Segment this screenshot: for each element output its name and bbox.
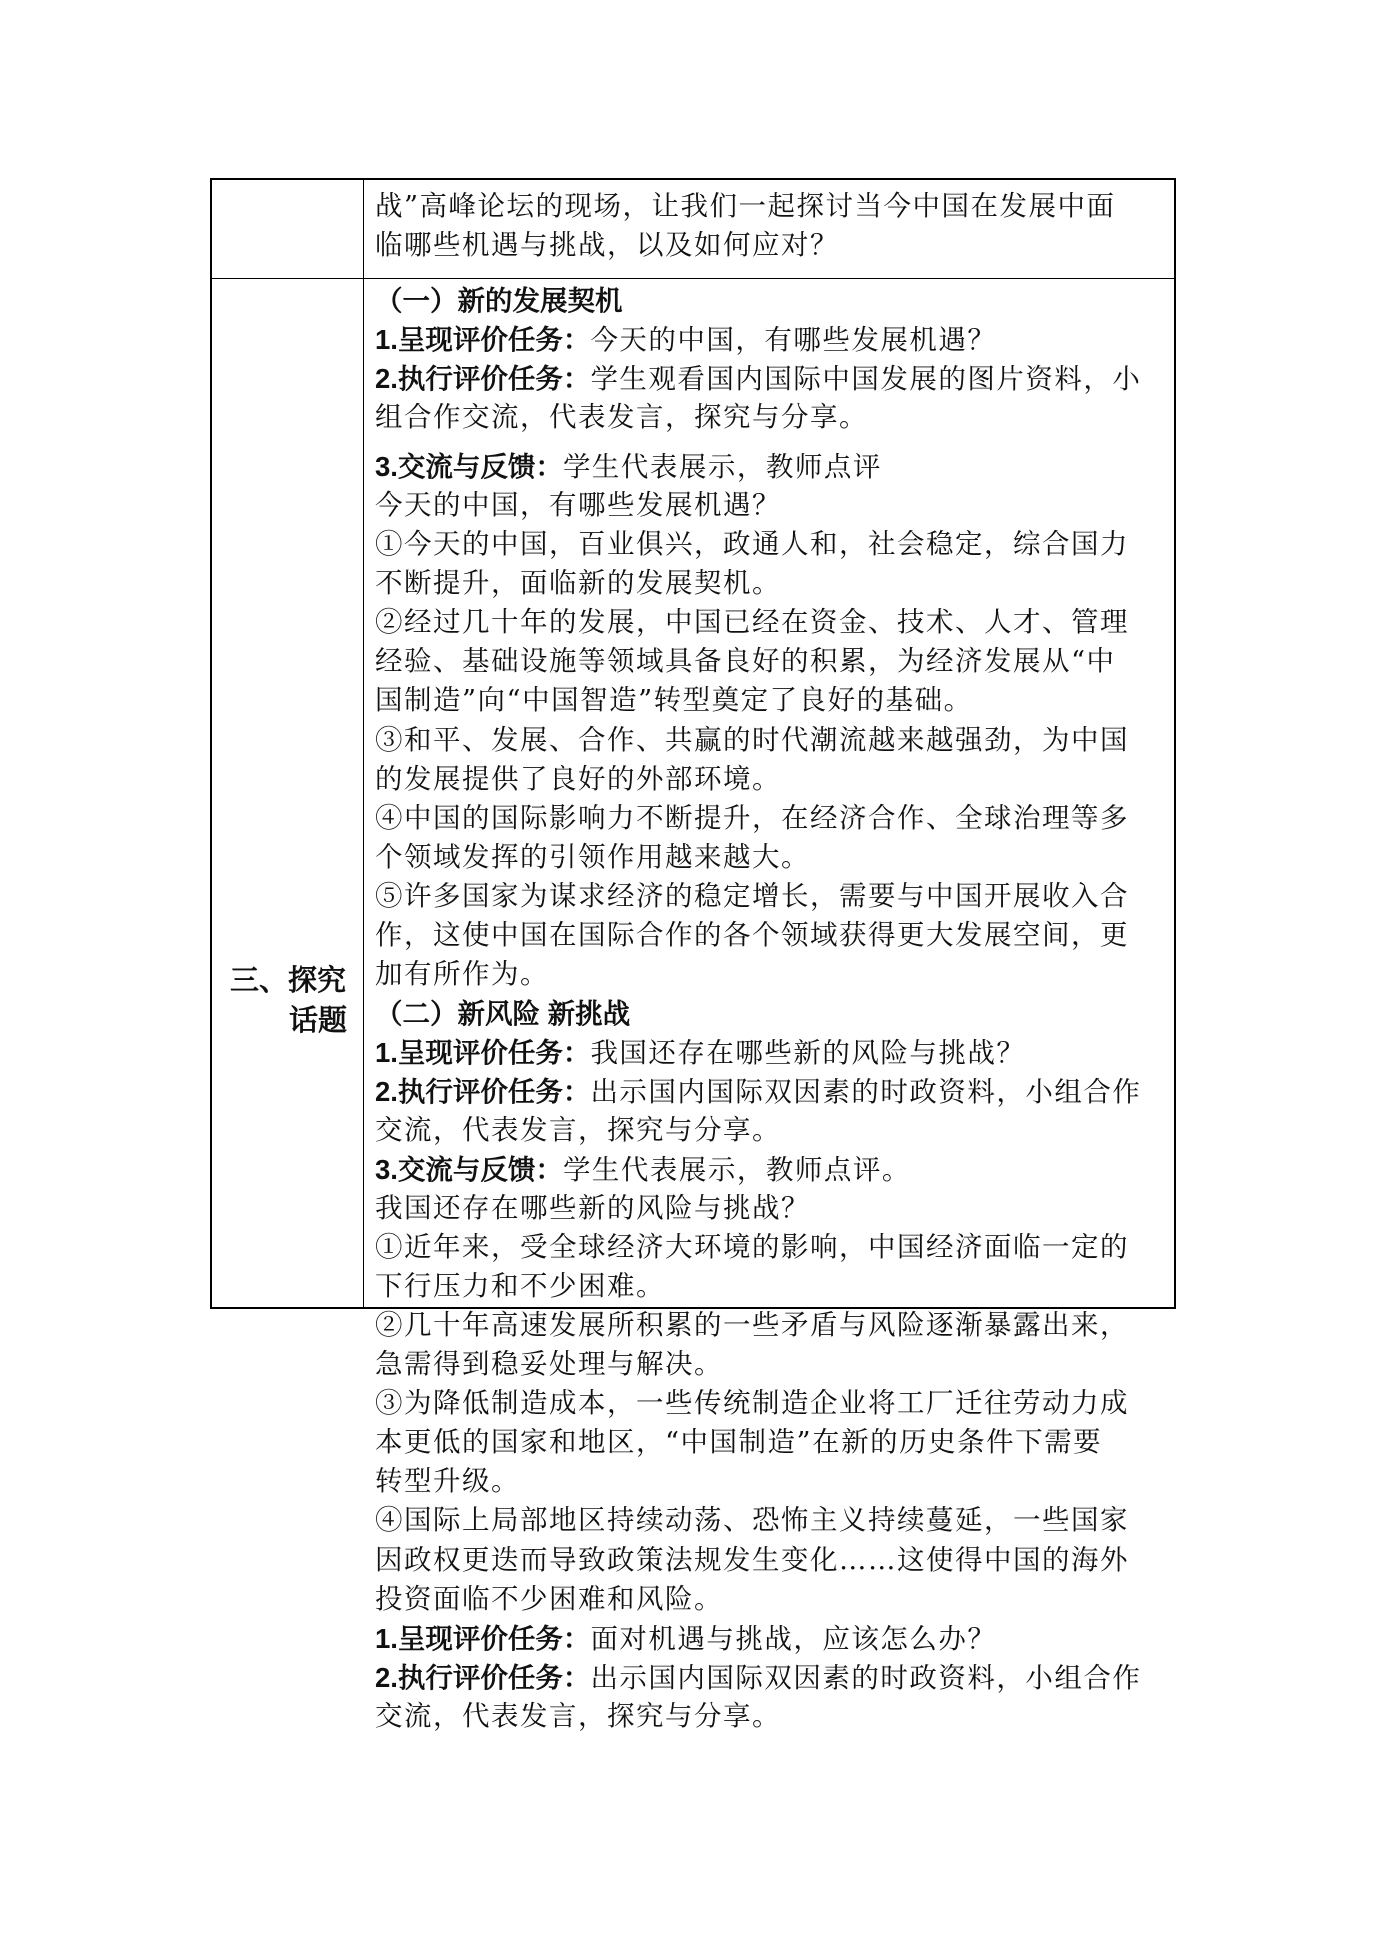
section-heading: （二）新风险 新挑战 [375,997,631,1029]
section-label-line2: 话题 [289,1005,348,1037]
task-text: 出示国内国际双因素的时政资料，小组合作 [590,1075,1142,1108]
content-cell [375,281,1164,1736]
text-line: 临哪些机遇与挑战，以及如何应对？ [375,229,839,262]
text-line: 下行压力和不少困难。 [375,1270,665,1303]
text-line: 我国还存在哪些新的风险与挑战？ [375,1192,810,1225]
text-line: 本更低的国家和地区，“中国制造”在新的历史条件下需要 [375,1426,1103,1459]
text-line: 经验、基础设施等领域具备良好的积累，为经济发展从“中 [375,645,1116,678]
task-text: 学生观看国内国际中国发展的图片资料，小 [590,363,1142,396]
task-text: 我国还存在哪些新的风险与挑战？ [590,1036,1026,1069]
text-line: 因政权更迭而导致政策法规发生变化……这使得中国的海外 [375,1543,1129,1576]
text-line: 今天的中国，有哪些发展机遇？ [375,489,781,522]
paragraph-gap [375,437,1164,447]
text-line: ④中国的国际影响力不断提升，在经济合作、全球治理等多 [375,801,1129,834]
task-label: 1.呈现评价任务： [375,1036,591,1068]
text-line: 的发展提供了良好的外部环境。 [375,762,781,795]
text-line [375,320,1164,359]
task-label: 3.交流与反馈： [375,1154,563,1186]
section-heading: （一）新的发展契机 [375,285,623,316]
content-block-a [375,281,1164,437]
text-line: 急需得到稳妥处理与解决。 [375,1348,723,1381]
text-line [375,447,1164,486]
text-line: ②几十年高速发展所积累的一些矛盾与风险逐渐暴露出来， [375,1309,1129,1342]
text-line: 交流，代表发言，探究与分享。 [375,1699,781,1732]
text-line [375,359,1164,398]
task-label: 3.交流与反馈： [375,451,563,483]
text-line: ①今天的中国，百业俱兴，政通人和，社会稳定，综合国力 [375,528,1129,561]
column-divider [363,180,364,278]
intro-cell [375,187,1164,265]
text-line: 交流，代表发言，探究与分享。 [375,1113,781,1146]
text-line [375,1150,1164,1189]
text-line: ⑤许多国家为谋求经济的稳定增长，需要与中国开展收入合 [375,879,1129,912]
text-line: 加有所作为。 [375,957,549,990]
text-line [375,1033,1164,1072]
text-line: 作，这使中国在国际合作的各个领域获得更大发展空间，更 [375,918,1129,951]
text-line [375,1072,1164,1111]
task-text: 出示国内国际双因素的时政资料，小组合作 [590,1661,1142,1694]
task-label: 1.呈现评价任务： [375,324,591,356]
text-line: ④国际上局部地区持续动荡、恐怖主义持续蔓延，一些国家 [375,1504,1129,1537]
text-line: 个领域发挥的引领作用越来越大。 [375,840,810,873]
task-text: 学生代表展示，教师点评。 [562,1154,911,1187]
text-line: ①近年来，受全球经济大环境的影响，中国经济面临一定的 [375,1231,1129,1264]
column-divider [363,279,364,1307]
table-row-explore [210,279,1176,1732]
table-row-intro [210,178,1176,279]
content-block-b [375,447,1164,1736]
task-text: 学生代表展示，教师点评 [562,451,882,484]
text-line [375,1619,1164,1658]
text-line: 国制造”向“中国智造”转型奠定了良好的基础。 [375,684,973,717]
section-label-line1: 三、探究 [230,965,347,997]
text-line: 战”高峰论坛的现场，让我们一起探讨当今中国在发展中面 [375,190,1116,222]
text-line [375,1658,1164,1697]
task-label: 1.呈现评价任务： [375,1622,591,1654]
task-label: 2.执行评价任务： [375,363,591,395]
text-line: ③为降低制造成本，一些传统制造企业将工厂迁往劳动力成 [375,1387,1129,1420]
text-line: 组合作交流，代表发言，探究与分享。 [375,401,868,434]
text-line: ③和平、发展、合作、共赢的时代潮流越来越强劲，为中国 [375,723,1129,756]
task-label: 2.执行评价任务： [375,1075,591,1107]
text-line: ②经过几十年的发展，中国已经在资金、技术、人才、管理 [375,606,1129,639]
text-line: 转型升级。 [375,1465,520,1498]
text-line: 不断提升，面临新的发展契机。 [375,567,781,600]
task-text: 面对机遇与挑战，应该怎么办？ [590,1622,997,1655]
task-label: 2.执行评价任务： [375,1661,591,1693]
task-text: 今天的中国，有哪些发展机遇？ [590,324,997,357]
text-line: 投资面临不少困难和风险。 [375,1582,723,1615]
